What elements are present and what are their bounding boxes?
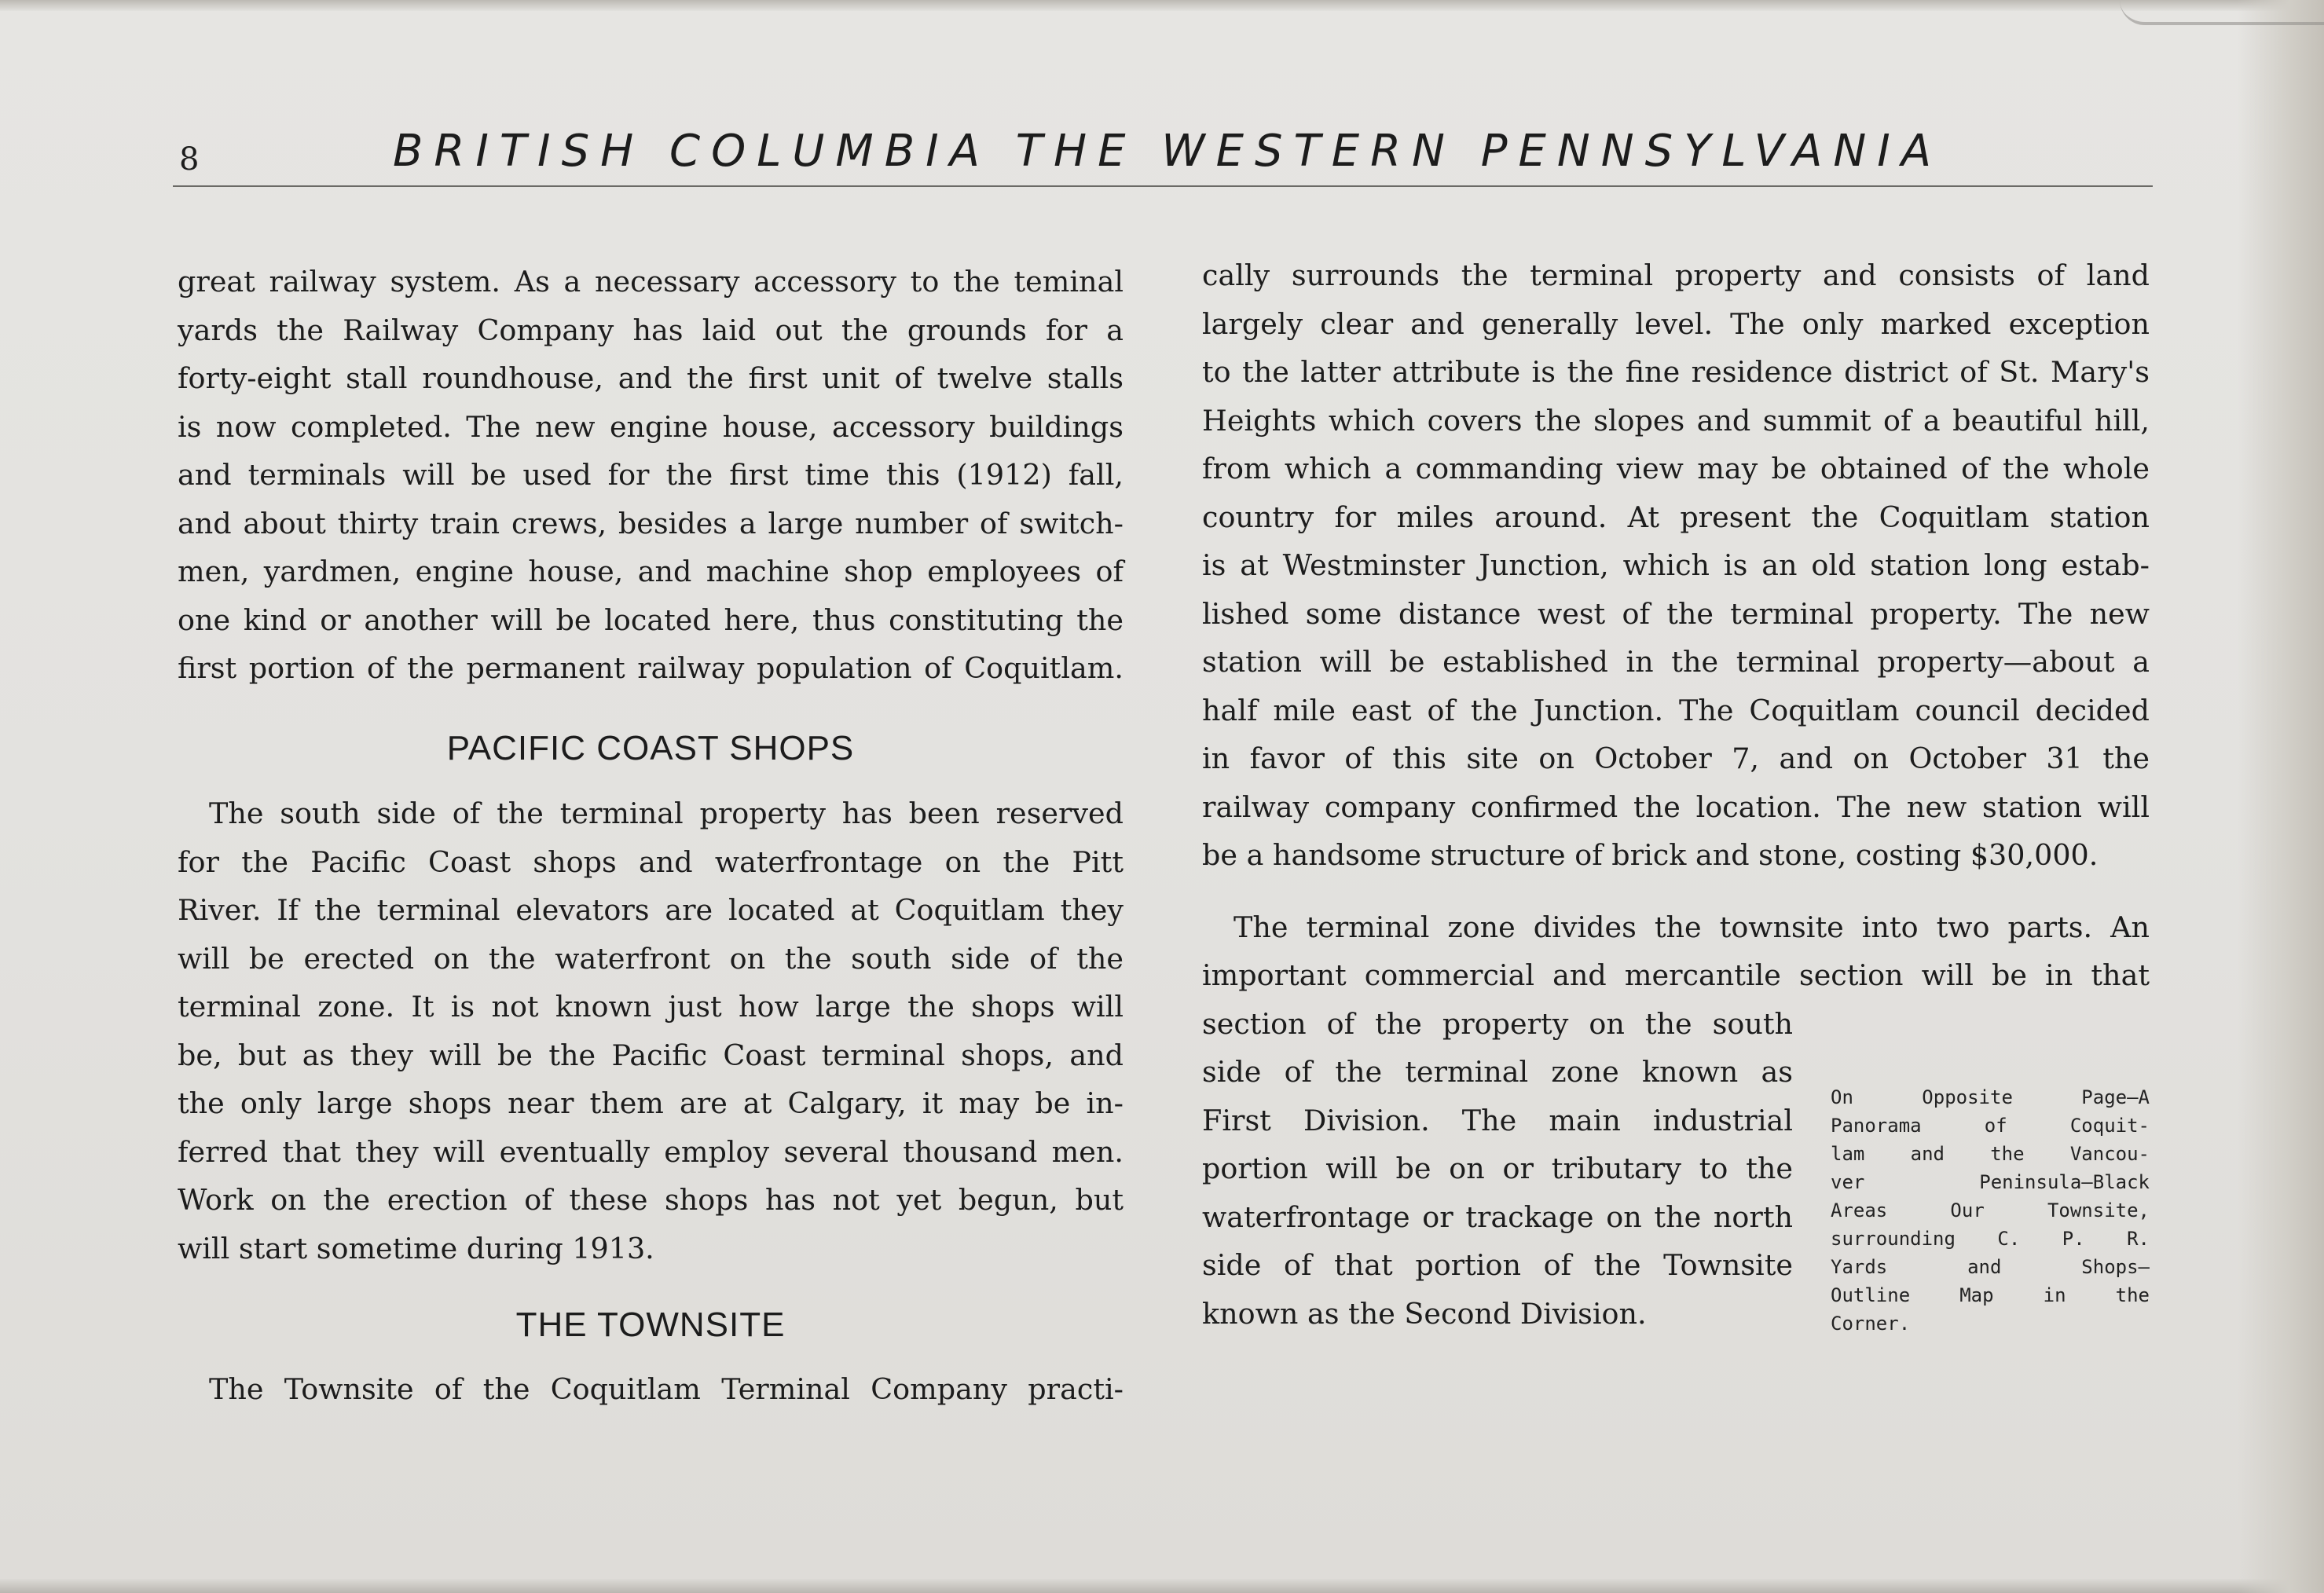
paragraph-terminal-zone	[1202, 903, 2150, 1338]
page-top-edge	[0, 0, 2324, 11]
text-line: for the Pacific Coast shops and waterfrontage on the Pitt	[178, 844, 1124, 879]
text-line: side of that portion of the Townsite	[1202, 1248, 1793, 1282]
caption-line: On Opposite Page—A	[1831, 1086, 2150, 1108]
text-line: largely clear and generally level. The only marked exception	[1202, 306, 2150, 341]
caption-line: Panorama of Coquit-	[1831, 1114, 2150, 1137]
paragraph-spacer	[1202, 880, 2150, 903]
header-rule	[173, 185, 2153, 187]
text-line: men, yardmen, engine house, and machine shop employees of	[178, 555, 1124, 588]
text-line: The south side of the terminal property has been reserved	[209, 796, 1124, 830]
text-line: forty-eight stall roundhouse, and the first unit of twelve stalls	[178, 361, 1124, 395]
photo-caption	[1831, 1083, 2150, 1338]
caption-line: surrounding C. P. R.	[1831, 1227, 2150, 1250]
caption-line: lam and the Vancou-	[1831, 1142, 2150, 1165]
page-corner-curl	[2120, 0, 2324, 25]
text-line: will start sometime during 1913.	[178, 1231, 654, 1265]
wrapped-text	[1202, 1000, 1793, 1338]
text-line: half mile east of the Junction. The Coquitlam council decided	[1202, 693, 2150, 727]
text-line: country for miles around. At present the Coquitlam station	[1202, 500, 2150, 534]
text-line: is now completed. The new engine house, accessory buildings	[178, 409, 1124, 444]
text-line: Heights which covers the slopes and summit of a beautiful hill,	[1202, 403, 2150, 438]
text-line: section of the property on the south	[1202, 1006, 1793, 1041]
page-bottom-edge	[0, 1579, 2324, 1593]
text-line: terminal zone. It is not known just how large the shops will	[178, 990, 1124, 1024]
caption-line: Yards and Shops—	[1831, 1255, 2150, 1278]
text-with-caption	[1202, 1000, 2150, 1338]
text-line: lished some distance west of the terminal property. The new	[1202, 596, 2150, 631]
text-line: cally surrounds the terminal property and consists of land	[1202, 258, 2150, 292]
paragraph-railway-system	[178, 258, 1124, 693]
left-column	[178, 258, 1124, 1413]
text-line: from which a commanding view may be obtained of the whole	[1202, 452, 2150, 485]
heading-pacific-coast-shops: PACIFIC COAST SHOPS	[446, 728, 855, 767]
caption-line: ver Peninsula—Black	[1831, 1170, 2150, 1193]
caption-line: Corner.	[1831, 1312, 1911, 1335]
text-line: one kind or another will be located here, thus constituting the	[178, 602, 1124, 637]
text-line: Work on the erection of these shops has not yet begun, but	[178, 1183, 1124, 1217]
running-title: BRITISH COLUMBIA THE WESTERN PENNSYLVANIA	[393, 126, 1943, 177]
text-line: waterfrontage or trackage on the north	[1202, 1199, 1793, 1234]
paragraph-townsite-start	[178, 1365, 1124, 1414]
text-line: great railway system. As a necessary accessory to the teminal	[178, 265, 1124, 298]
text-line: first portion of the permanent railway population of Coquitlam.	[178, 651, 1124, 685]
text-line: portion will be on or tributary to the	[1202, 1152, 1793, 1185]
paragraph-townsite-continued	[1202, 251, 2150, 880]
page-right-edge	[2238, 0, 2324, 1593]
text-line: The terminal zone divides the townsite into two parts. An	[1233, 910, 2150, 944]
text-line: and about thirty train crews, besides a large number of switch-	[178, 506, 1124, 540]
text-line: the only large shops near them are at Calgary, it may be in-	[178, 1086, 1124, 1120]
text-line: side of the terminal zone known as	[1202, 1055, 1793, 1089]
text-line: in favor of this site on October 7, and on October 31 the	[1202, 742, 2150, 775]
text-line: First Division. The main industrial	[1202, 1103, 1793, 1137]
text-line: The Townsite of the Coquitlam Terminal Company practi-	[209, 1371, 1124, 1406]
text-line: station will be established in the terminal property—about a	[1202, 645, 2150, 679]
text-line: be a handsome structure of brick and stone, costing $30,000.	[1202, 838, 2099, 872]
caption-line: Areas Our Townsite,	[1831, 1199, 2150, 1221]
text-line: to the latter attribute is the fine residence district of St. Mary's	[1202, 355, 2150, 389]
text-line: ferred that they will eventually employ several thousand men.	[178, 1134, 1124, 1169]
text-line: be, but as they will be the Pacific Coast terminal shops, and	[178, 1038, 1124, 1072]
page-number: 8	[179, 141, 200, 178]
caption-line: Outline Map in the	[1831, 1284, 2150, 1306]
right-column	[1202, 251, 2150, 1338]
text-line: known as the Second Division.	[1202, 1296, 1647, 1331]
text-line: River. If the terminal elevators are located at Coquitlam they	[178, 893, 1124, 927]
paragraph-pacific-coast-shops	[178, 789, 1124, 1273]
text-line: railway company confirmed the location. The new station will	[1202, 789, 2150, 824]
heading-the-townsite: THE TOWNSITE	[515, 1306, 786, 1344]
text-line: yards the Railway Company has laid out the grounds for a	[178, 313, 1124, 347]
text-line: will be erected on the waterfront on the south side of the	[178, 941, 1124, 976]
page-header	[173, 126, 2153, 189]
text-line: and terminals will be used for the first time this (1912) fall,	[178, 458, 1124, 492]
text-line: important commercial and mercantile section will be in that	[1202, 958, 2150, 992]
text-line: is at Westminster Junction, which is an old station long estab-	[1202, 548, 2150, 582]
